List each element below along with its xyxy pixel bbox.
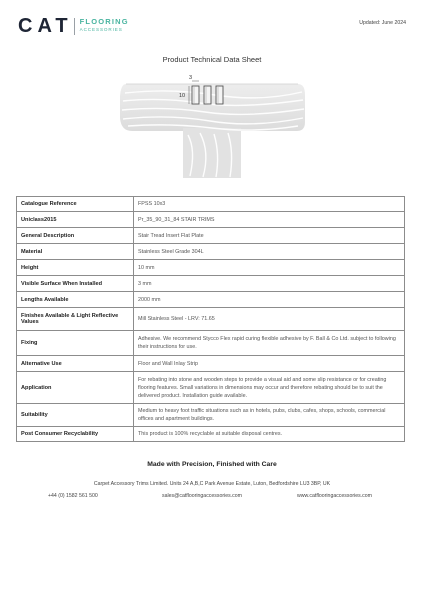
spec-label: Alternative Use xyxy=(17,356,134,372)
spec-row xyxy=(17,276,405,292)
spec-row xyxy=(17,404,405,427)
spec-row xyxy=(17,356,405,372)
spec-value: Adhesive. We recommend Stycco Flex rapid curing flexible adhesive by F. Ball & Co Ltd. subject to following their instructions for use. xyxy=(134,331,405,356)
spec-label: General Description xyxy=(17,228,134,244)
dimension-10: 10 xyxy=(179,93,186,99)
spec-label: Finishes Available & Light Reflective Values xyxy=(17,308,134,331)
document-title: Product Technical Data Sheet xyxy=(162,55,262,64)
spec-value: For rebating into stone and wooden steps to provide a visual aid and some slip resistance or for creating flooring features. Small variations in dimensions may occur and therefore rebating should be to suit the delivered product. Installation guide available. xyxy=(134,372,405,404)
spec-value: Stair Tread Insert Flat Plate xyxy=(134,228,405,244)
spec-value: 10 mm xyxy=(134,260,405,276)
specification-table xyxy=(16,196,405,442)
email-link[interactable]: sales@catflooringaccessories.com xyxy=(162,493,242,499)
spec-row xyxy=(17,308,405,331)
spec-value: Floor and Wall Inlay Strip xyxy=(134,356,405,372)
phone-number: +44 (0) 1582 561 500 xyxy=(48,493,98,499)
spec-label: Material xyxy=(17,244,134,260)
product-drawing xyxy=(0,0,424,200)
company-address: Carpet Accessory Trims Limited. Units 24 A,B,C Park Avenue Estate, Luton, Bedfordshire LU3 3BP, UK xyxy=(93,481,331,487)
flat-plate-inserts xyxy=(192,86,223,104)
logo-wordmark: CAT xyxy=(18,15,73,37)
spec-label: Post Consumer Recyclability xyxy=(17,427,134,442)
spec-row xyxy=(17,331,405,356)
spec-row xyxy=(17,260,405,276)
spec-row xyxy=(17,427,405,442)
spec-value: This product is 100% recyclable at suitable disposal centres. xyxy=(134,427,405,442)
spec-value: Medium to heavy foot traffic situations such as in hotels, pubs, clubs, cafes, shops, schools, commercial offices and apartment buildings. xyxy=(134,404,405,427)
dimension-3: 3 xyxy=(189,75,193,81)
spec-row xyxy=(17,197,405,212)
spec-label: Lengths Available xyxy=(17,292,134,308)
spec-row xyxy=(17,212,405,228)
spec-value: FPSS 10x3 xyxy=(134,197,405,212)
logo-subtitle-line-1: FLOORING xyxy=(79,17,129,26)
spec-label: Visible Surface When Installed xyxy=(17,276,134,292)
logo-subtitle-line-2: ACCESSORIES xyxy=(79,27,123,32)
website-link[interactable]: www.catflooringaccessories.com xyxy=(297,493,372,499)
spec-value: Stainless Steel Grade 304L xyxy=(134,244,405,260)
stair-tread-cross-section xyxy=(120,84,305,178)
spec-label: Catalogue Reference xyxy=(17,197,134,212)
footer-tagline: Made with Precision, Finished with Care xyxy=(147,461,277,468)
spec-label: Suitability xyxy=(17,404,134,427)
spec-label: Height xyxy=(17,260,134,276)
spec-row xyxy=(17,372,405,404)
updated-date: Updated: June 2024 xyxy=(359,20,406,26)
spec-label: Fixing xyxy=(17,331,134,356)
spec-row xyxy=(17,228,405,244)
spec-value: Pr_35_90_31_84 STAIR TRIMS xyxy=(134,212,405,228)
spec-row xyxy=(17,244,405,260)
spec-value: 2000 mm xyxy=(134,292,405,308)
spec-row xyxy=(17,292,405,308)
spec-value: 3 mm xyxy=(134,276,405,292)
spec-value: Mill Stainless Steel - LRV: 71.65 xyxy=(134,308,405,331)
spec-label: Uniclass2015 xyxy=(17,212,134,228)
spec-label: Application xyxy=(17,372,134,404)
